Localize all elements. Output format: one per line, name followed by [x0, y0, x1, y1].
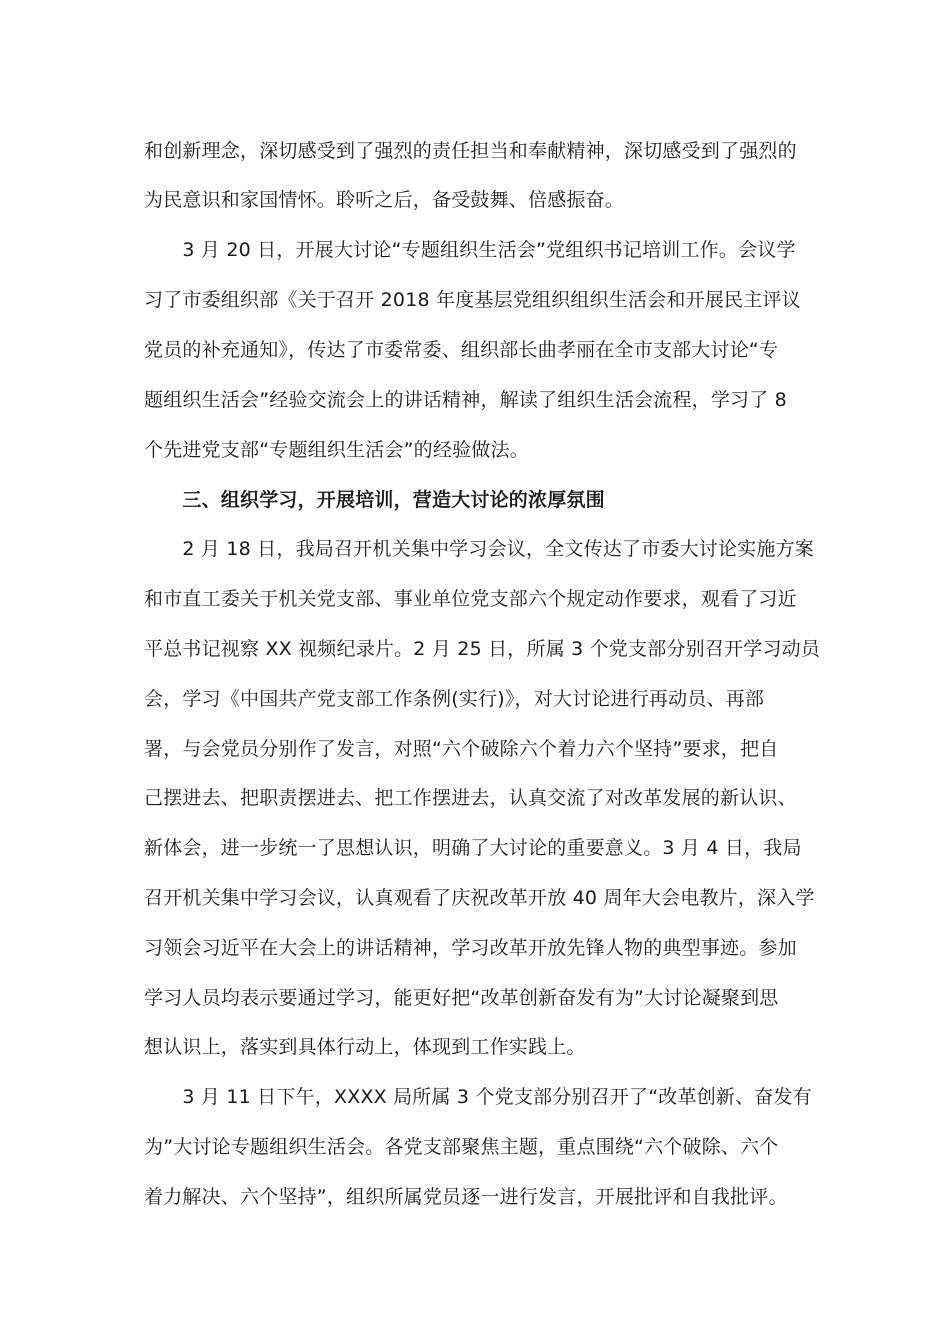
- text-line: 和创新理念，深切感受到了强烈的责任担当和奉献精神，深切感受到了强烈的: [144, 140, 797, 162]
- text-line: 会，学习《中国共产党支部工作条例(实行)》，对大讨论进行再动员、再部: [144, 688, 765, 710]
- text-line: 新体会，进一步统一了思想认识，明确了大讨论的重要意义。3 月 4 日，我局: [144, 837, 802, 859]
- text-line: 署，与会党员分别作了发言，对照“六个破除六个着力六个坚持”要求，把自: [144, 738, 779, 760]
- text-line: 学习人员均表示要通过学习，能更好把“改革创新奋发有为”大讨论凝聚到思: [144, 987, 779, 1009]
- text-line: 2 月 18 日，我局召开机关集中学习会议，全文传达了市委大讨论实施方案: [144, 538, 814, 560]
- text-line: 3 月 20 日，开展大讨论“专题组织生活会”党组织书记培训工作。会议学: [144, 239, 796, 261]
- text-line: 平总书记视察 XX 视频纪录片。2 月 25 日，所属 3 个党支部分别召开学习动员: [144, 638, 821, 660]
- text-line: 题组织生活会”经验交流会上的讲话精神，解读了组织生活会流程，学习了 8: [144, 389, 787, 411]
- text-line: 己摆进去、把职责摆进去、把工作摆进去，认真交流了对改革发展的新认识、: [144, 787, 797, 809]
- text-line: 3 月 11 日下午，XXXX 局所属 3 个党支部分别召开了“改革创新、奋发有: [144, 1086, 812, 1108]
- text-line: 习了市委组织部《关于召开 2018 年度基层党组织组织生活会和开展民主评议: [144, 289, 801, 311]
- text-line: 为民意识和家国情怀。聆听之后，备受鼓舞、倍感振奋。: [144, 189, 625, 211]
- text-line: 着力解决、六个坚持”，组织所属党员逐一进行发言，开展批评和自我批评。: [144, 1186, 788, 1208]
- section-heading: 三、组织学习，开展培训，营造大讨论的浓厚氛围: [144, 489, 605, 511]
- text-line: 个先进党支部“专题组织生活会”的经验做法。: [144, 439, 529, 461]
- text-line: 和市直工委关于机关党支部、事业单位党支部六个规定动作要求，观看了习近: [144, 588, 797, 610]
- text-line: 习领会习近平在大会上的讲话精神，学习改革开放先锋人物的典型事迹。参加: [144, 937, 797, 959]
- text-line: 为”大讨论专题组织生活会。各党支部聚焦主题，重点围绕“六个破除、六个: [144, 1136, 779, 1158]
- text-line: 想认识上，落实到具体行动上，体现到工作实践上。: [144, 1036, 586, 1058]
- text-line: 召开机关集中学习会议，认真观看了庆祝改革开放 40 周年大会电教片，深入学: [144, 887, 815, 909]
- text-line: 党员的补充通知》，传达了市委常委、组织部长曲孝丽在全市支部大讨论“专: [144, 339, 779, 361]
